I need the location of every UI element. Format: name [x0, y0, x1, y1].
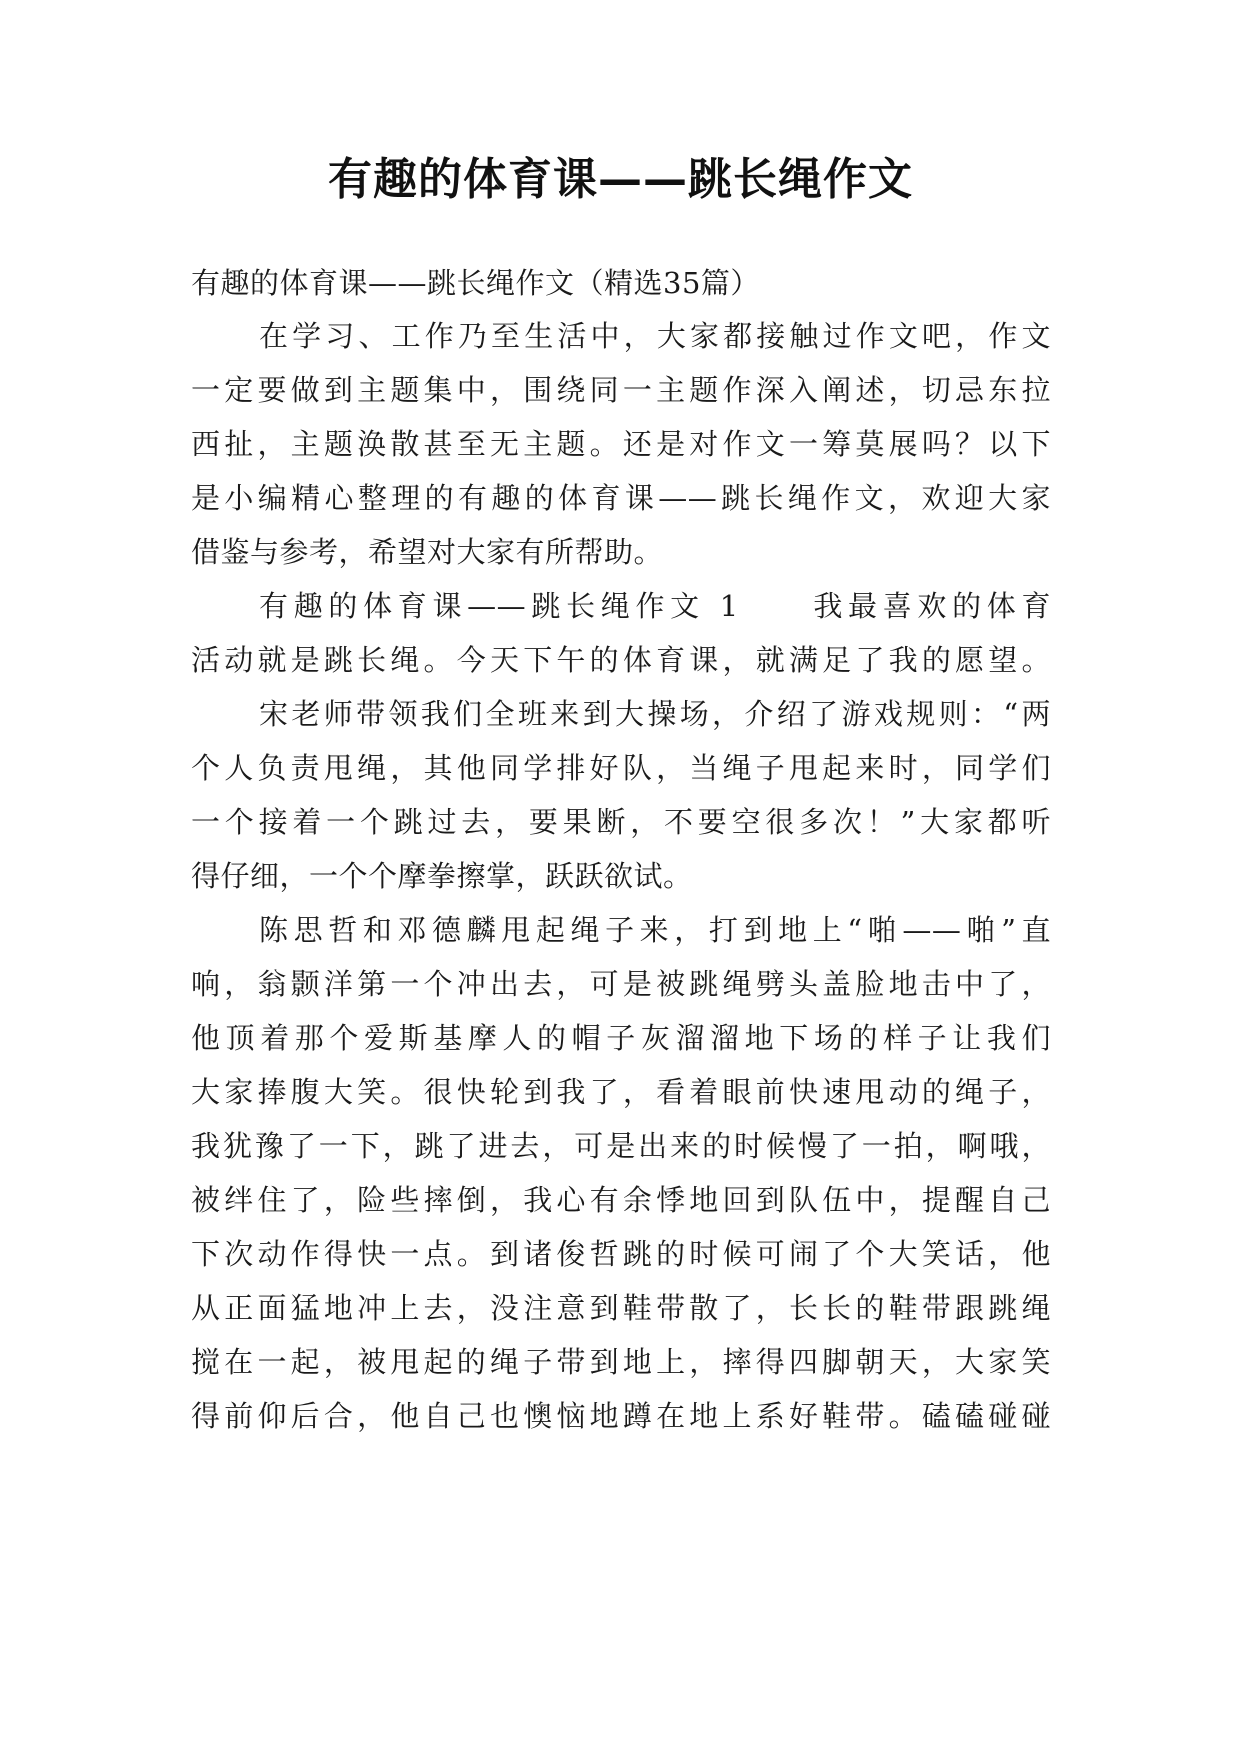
paragraph-line: 我犹豫了一下，跳了进去，可是出来的时候慢了一拍，啊哦， [191, 1129, 1051, 1163]
paragraph-line: 有趣的体育课——跳长绳作文 1 我最喜欢的体育 [259, 589, 1051, 623]
paragraph-line: 西扯，主题涣散甚至无主题。还是对作文一筹莫展吗？以下 [191, 427, 1051, 461]
paragraph-line: 活动就是跳长绳。今天下午的体育课，就满足了我的愿望。 [191, 643, 1051, 677]
paragraph-line: 得仔细，一个个摩拳擦掌，跃跃欲试。 [191, 859, 693, 893]
paragraph-line: 个人负责甩绳，其他同学排好队，当绳子甩起来时，同学们 [191, 751, 1051, 785]
paragraph-line: 被绊住了，险些摔倒，我心有余悸地回到队伍中，提醒自己 [191, 1183, 1051, 1217]
paragraph-line: 下次动作得快一点。到诸俊哲跳的时候可闹了个大笑话，他 [191, 1237, 1051, 1271]
document-subtitle: 有趣的体育课——跳长绳作文（精选35篇） [191, 266, 760, 300]
paragraph-line: 大家捧腹大笑。很快轮到我了，看着眼前快速甩动的绳子， [191, 1075, 1051, 1109]
paragraph-line: 在学习、工作乃至生活中，大家都接触过作文吧，作文 [259, 319, 1051, 353]
paragraph-line: 从正面猛地冲上去，没注意到鞋带散了，长长的鞋带跟跳绳 [191, 1291, 1051, 1325]
paragraph-line: 他顶着那个爱斯基摩人的帽子灰溜溜地下场的样子让我们 [191, 1021, 1051, 1055]
paragraph-line: 宋老师带领我们全班来到大操场，介绍了游戏规则：“两 [259, 697, 1051, 731]
document-title: 有趣的体育课——跳长绳作文 [328, 154, 913, 205]
paragraph-line: 得前仰后合，他自己也懊恼地蹲在地上系好鞋带。磕磕碰碰 [191, 1399, 1051, 1433]
paragraph-line: 一个接着一个跳过去，要果断，不要空很多次！”大家都听 [191, 805, 1051, 839]
paragraph-line: 一定要做到主题集中，围绕同一主题作深入阐述，切忌东拉 [191, 373, 1051, 407]
paragraph-line: 响，翁颢洋第一个冲出去，可是被跳绳劈头盖脸地击中了， [191, 967, 1051, 1001]
paragraph-line: 借鉴与参考，希望对大家有所帮助。 [191, 535, 664, 569]
paragraph-line: 陈思哲和邓德麟甩起绳子来，打到地上“啪——啪”直 [259, 913, 1051, 947]
paragraph-line: 搅在一起，被甩起的绳子带到地上，摔得四脚朝天，大家笑 [191, 1345, 1051, 1379]
paragraph-line: 是小编精心整理的有趣的体育课——跳长绳作文，欢迎大家 [191, 481, 1051, 515]
